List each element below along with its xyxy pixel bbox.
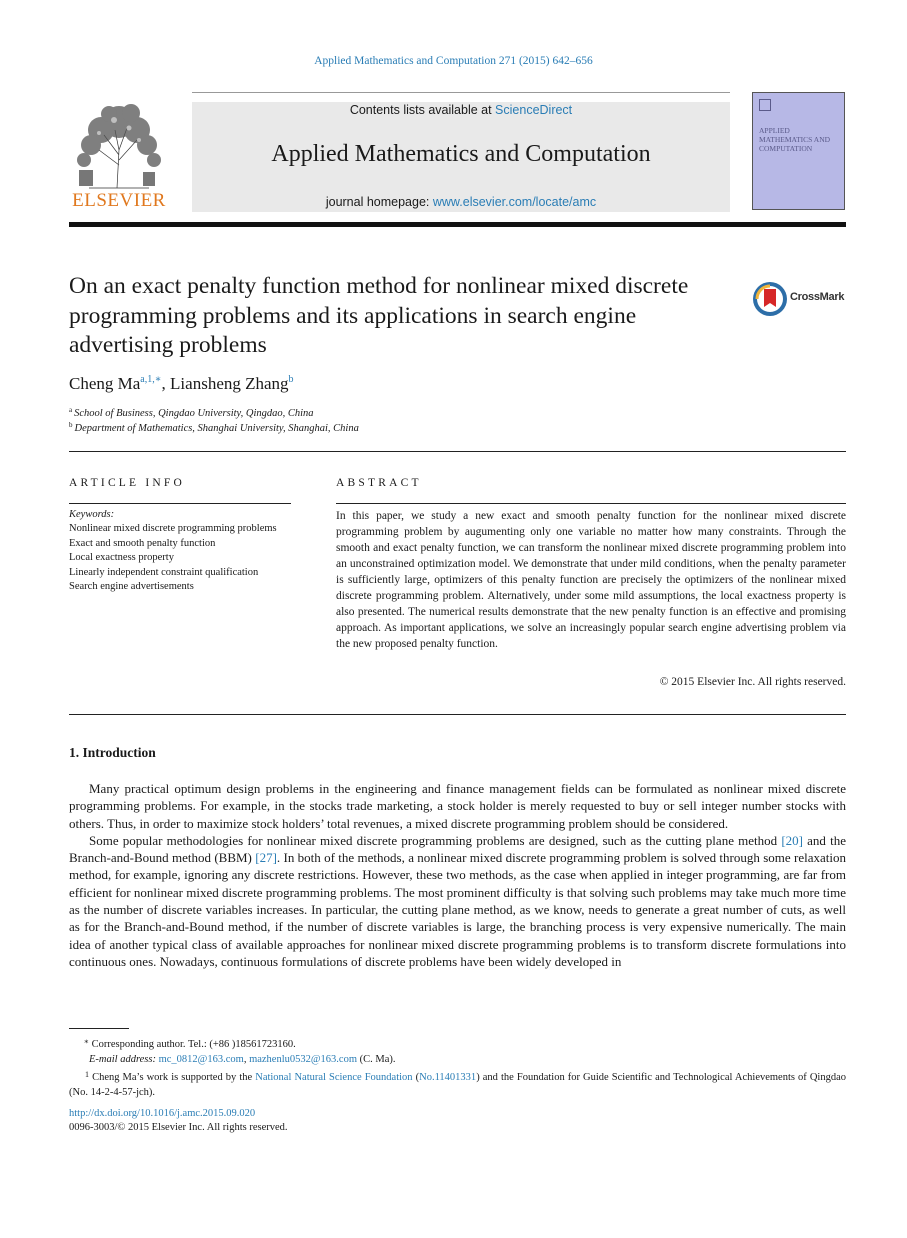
footnote-text: Cheng Ma’s work is supported by the [92,1072,256,1083]
affiliation-mark: a [69,406,73,414]
homepage-line [192,195,730,209]
grant-link[interactable]: No.11401331 [419,1072,477,1083]
author-separator: , [161,374,171,393]
elsevier-wordmark: ELSEVIER [72,190,166,211]
issn-line: 0096-3003/© 2015 Elsevier Inc. All rights reserved. [69,1122,288,1133]
keyword-item: Local exactness property [69,552,174,563]
affiliation-b [69,421,359,434]
elsevier-logo[interactable] [69,100,169,212]
cover-emblem-icon [759,99,771,111]
abstract-label: ABSTRACT [336,477,422,489]
contents-line [192,103,730,117]
email-label: E-mail address: [89,1054,156,1065]
footnote-mark: 1 [85,1070,89,1079]
keywords-title: Keywords: [69,509,115,520]
paragraph-text: and the Branch-and-Bound method (BBM) [69,832,846,866]
intro-body [69,780,846,970]
sciencedirect-link[interactable]: ScienceDirect [495,103,573,117]
journal-title: Applied Mathematics and Computation [271,141,651,167]
paragraph-text: . In both of the methods, a nonlinear mixed discrete programming problem is solved through some relaxation method, for example, ignoring any discrete restrictions. However, these two methods, as the case when applied in integer programming, are far from efficient for nonlinear mixed discrete programming problems. The most prominent difficulty is that solving such problems may take much more time as the number of discrete variables increases. In particular, the cutting plane method, as we know, needs to generate a great number of cuts, as well as for the Branch-and-Bound method, if the number of discrete variables is large, the branching process is very expensive numerically. The main idea of another typical class of available approaches for nonlinear mixed discrete programming problems is to transform discrete formulations into continuous ones. Nowadays, continuous formulations of discrete problems have been widely developed in [69,850,846,969]
abstract-text: In this paper, we study a new exact and smooth penalty function for the nonlinear mixed discrete programming problem by augumenting only one variable no matter how many constraints. Through the smooth and exact penalty function, we can transform the nonlinear mixed discrete programming problem into an unconstrained optimization model. We demonstrate that under mild conditions, when the penalty parameter is sufficiently large, optimizers of this penalty function are precisely the optimizers of the nonlinear mixed discrete programming problem. Alternatively, under some mild assumptions, the local exactness property is also presented. The numerical results demonstrate that the new penalty function is an effective and promising approach. As important applications, we solve an increasingly popular search engine advertising problem via the new proposed penalty function. [336,510,846,650]
divider [69,714,846,715]
homepage-prefix: journal homepage: [325,195,433,209]
affiliation-text: Department of Mathematics, Shanghai University, Shanghai, China [74,423,359,434]
abstract-copyright: © 2015 Elsevier Inc. All rights reserved. [659,676,846,688]
journal-cover-thumbnail[interactable] [752,92,845,210]
affiliation-mark: b [69,421,73,429]
email-link[interactable]: mazhenlu0532@163.com [249,1054,358,1065]
footnote-text: ( [412,1072,420,1083]
footnote-mark: ∗ [83,1037,89,1046]
keyword-item: Exact and smooth penalty function [69,537,216,549]
divider [69,451,846,452]
contents-prefix: Contents lists available at [349,103,496,117]
cover-title: APPLIED MATHEMATICS AND COMPUTATION [759,126,831,153]
author-name[interactable]: Liansheng Zhang [170,374,289,393]
keyword-item: Linearly independent constraint qualification [69,566,259,578]
reference-link[interactable]: [27] [255,850,277,866]
article-info-label: ARTICLE INFO [69,477,185,489]
footnotes [69,1034,846,1100]
footnote-text: Corresponding author. Tel.: (+86 )18561723160. [91,1039,296,1050]
doi-link[interactable]: http://dx.doi.org/10.1016/j.amc.2015.09.020 [69,1108,256,1119]
header-top-rule [192,92,730,93]
author-list [69,374,294,394]
affiliation-a [69,406,314,419]
paragraph: Many practical optimum design problems in the engineering and finance management fields can be formulated as nonlinear mixed discrete programming problems. For example, in the stocks trade marketing, a stock holder is merely requested to buy or sell integer number stocks with others. Thus, in order to maximize stock holders’ total revenues, a mixed discrete programming problem should be considered. [69,781,846,831]
affiliation-text: School of Business, Qingdao University, Qingdao, China [74,408,314,419]
crossmark-badge[interactable] [752,281,847,317]
funder-link[interactable]: National Natural Science Foundation [255,1072,413,1083]
crossmark-icon [752,281,788,317]
footnote-corresponding [69,1034,846,1052]
paper-title: On an exact penalty function method for nonlinear mixed discrete programming problems and its applications in search engine advertising problems [69,273,689,358]
footnote-rule [69,1028,129,1029]
footnote-funding [69,1067,846,1100]
journal-homepage-link[interactable]: www.elsevier.com/locate/amc [432,195,597,209]
keyword-item: Search engine advertisements [69,581,194,592]
keywords-list [69,522,291,595]
divider [69,503,291,504]
journal-citation[interactable]: Applied Mathematics and Computation 271 (2015) 642–656 [314,55,593,67]
elsevier-tree-icon [69,100,169,192]
paragraph [69,832,846,970]
author-marks[interactable]: b [288,374,294,385]
email-link[interactable]: mc_0812@163.com [158,1054,244,1065]
email-separator: , [243,1054,250,1065]
paragraph-text: Some popular methodologies for nonlinear mixed discrete programming problems are designed, such as the cutting plane method [89,832,782,848]
section-heading-introduction: 1. Introduction [69,745,156,760]
keyword-item: Nonlinear mixed discrete programming problems [69,523,277,534]
crossmark-label: CrossMark [790,291,845,303]
header-bottom-rule [69,222,846,227]
footnote-email [69,1052,846,1067]
footnote-text: ) and the Foundation for Guide Scientific and Technological Achievements of Qingdao (No. 14-2-4-57-jch). [69,1072,846,1098]
reference-link[interactable]: [20] [781,832,803,848]
divider [336,503,846,504]
email-suffix: (C. Ma). [357,1054,396,1065]
author-marks[interactable]: a,1,∗ [140,374,162,385]
author-name[interactable]: Cheng Ma [69,374,141,393]
